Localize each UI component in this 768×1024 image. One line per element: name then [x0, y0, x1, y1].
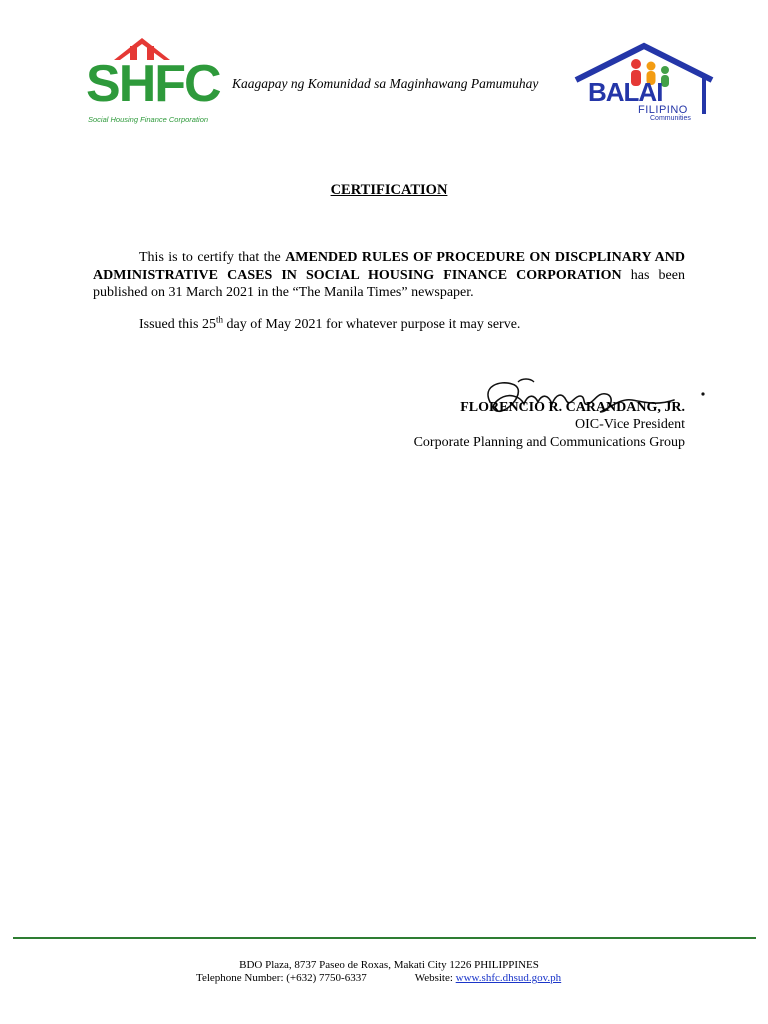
footer-contact [196, 972, 561, 985]
shfc-letters [86, 55, 220, 113]
para2-after: day of May 2021 for whatever purpose it may serve. [223, 317, 521, 332]
balai-communities: Communities [650, 115, 691, 122]
para1-subject: AMENDED RULES OF PROCEDURE ON DISCPLINARY AND ADMINISTRATIVE CASES IN SOCIAL HOUSING FINANCE CORPORATION [93, 250, 686, 283]
balai-filipino: FILIPINO [638, 104, 688, 116]
shfc-letters-fc: FC [154, 55, 220, 113]
shfc-letter-s: S [86, 55, 119, 113]
balai-filipino-logo [572, 42, 718, 122]
shfc-subtitle: Social Housing Finance Corporation [88, 115, 209, 124]
website-link[interactable]: www.shfc.dhsud.gov.ph [455, 972, 562, 984]
signer-title: OIC-Vice President [575, 417, 685, 432]
certification-paragraph [93, 249, 685, 302]
footer-telephone: Telephone Number: (+632) 7750-6337 [196, 972, 367, 984]
signer-name: FLORENCIO R. CARANDANG, JR. [460, 400, 685, 415]
tagline: Kaagapay ng Komunidad sa Maginhawang Pamumuhay [232, 76, 539, 91]
shfc-letter-h: H [118, 55, 155, 113]
footer-divider [13, 937, 756, 939]
para1-rest: has been published on 31 March 2021 in the “The Manila Times” newspaper. [93, 267, 685, 300]
balai-word: BALAI [588, 77, 663, 107]
signer-group: Corporate Planning and Communications Group [413, 435, 685, 450]
issued-paragraph [139, 316, 699, 334]
para2-sup: th [216, 314, 224, 325]
shfc-logo [86, 36, 220, 128]
para1-intro: This is to certify that the [139, 250, 286, 265]
document-title: CERTIFICATION [330, 182, 448, 198]
para2-before: Issued this 25 [139, 317, 216, 332]
footer-website-label: Website: [414, 972, 456, 984]
footer-address: BDO Plaza, 8737 Paseo de Roxas, Makati City 1226 PHILIPPINES [239, 959, 539, 971]
